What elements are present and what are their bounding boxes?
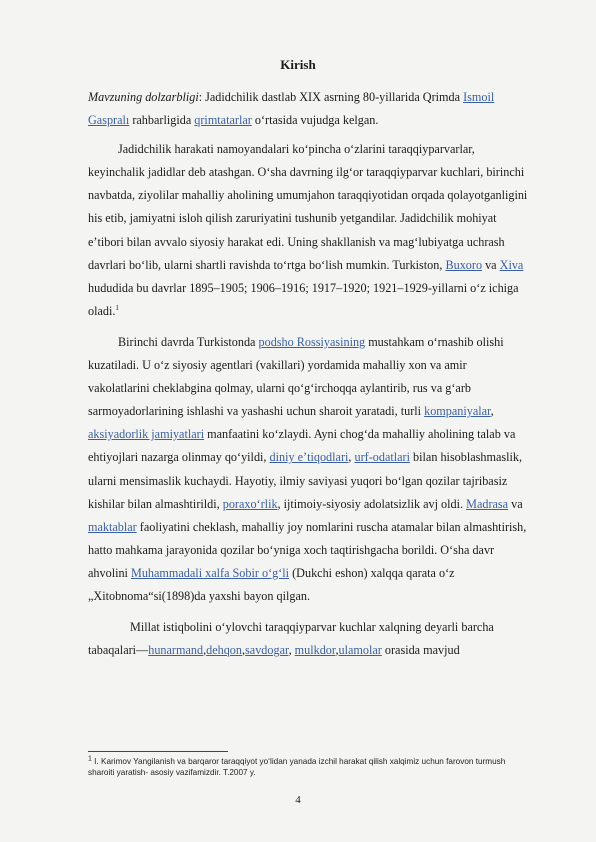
body-text bbox=[88, 86, 528, 662]
link-podsho-rossiyasining[interactable]: podsho Rossiyasining bbox=[258, 334, 366, 349]
link-savdogar[interactable]: savdogar bbox=[245, 643, 289, 658]
text-run: , bbox=[490, 404, 494, 419]
text-run: , ijtimoiy-siyosiy adolatsizlik avj oldi. bbox=[277, 496, 467, 511]
link-dehqon[interactable]: dehqon bbox=[206, 643, 242, 658]
topic-label: Mavzuning dolzarbligi bbox=[88, 90, 199, 104]
link-mulkdor[interactable]: mulkdor bbox=[294, 643, 336, 658]
paragraph-1 bbox=[88, 86, 528, 132]
link-buxoro[interactable]: Buxoro bbox=[445, 257, 483, 272]
link-hunarmand[interactable]: hunarmand bbox=[148, 643, 204, 658]
footnote bbox=[88, 756, 532, 778]
link-ismoil-gaspralı[interactable]: Ismoil Gaspralı bbox=[88, 90, 495, 128]
text-run: Jadidchilik harakati namoyandalari koʻpincha oʻzlarini taraqqiyparvarlar, keyinchalik jadidlar deb atashgan. Oʻsha davrning ilgʻor taraqqiyparvar kuchlari, birinchi navbatda, ziyolilar mahalliy aholining umumjahon taraqqiyotidan orqada qolayotganligini his etib, jamiyatni isloh qilish zaruriyatini tushunib yetgandilar. Jadidchilik mohiyat eʼtibori bilan avvalo siyosiy harakat edi. Uning shakllanish va magʻlubiyatga uchrash davrlari boʻlib, ularni shartli ravishda toʻrtga boʻlish mumkin. Turkiston, bbox=[88, 142, 528, 272]
text-run: , bbox=[335, 643, 339, 658]
footnote-text: I. Karimov Yangilanish va barqaror taraqqiyot yoʻlidan yanada izchil harakat qilish xalqimiz uchun farovon turmush sharoiti yaratish- asosiy vazifamizdir. T.2007 y. bbox=[88, 757, 506, 777]
text-run: faoliyatini cheklash, mahalliy joy nomlarini ruscha atamalar bilan almashtirish, hatto mahkama jarayonida qozilar boʻyniga xoch taqtirishgacha borildi. Oʻsha davr ahvolini bbox=[88, 519, 527, 580]
text-run: manfaatini koʻzlaydi. Ayni chogʻda mahalliy aholining talab va ehtiyojlari nazarga olinmay qoʻyildi, bbox=[88, 427, 516, 465]
link-maktablar[interactable]: maktablar bbox=[88, 519, 137, 534]
text-run: , bbox=[242, 643, 246, 658]
text-run: orasida mavjud bbox=[381, 643, 460, 658]
text-run: , bbox=[348, 450, 355, 465]
text-run: : Jadidchilik dastlab XIX asrning 80-yillarida Qrimda bbox=[198, 90, 464, 104]
text-run: va bbox=[482, 257, 500, 272]
text-run: rahbarligida bbox=[129, 113, 195, 128]
footnote-divider bbox=[88, 751, 228, 752]
link-qrimtatarlar[interactable]: qrimtatarlar bbox=[194, 113, 252, 128]
link-ulamolar[interactable]: ulamolar bbox=[338, 643, 382, 658]
text-run: bilan hisoblashmaslik, ularni mensimaslik kuchaydi. Hayotiy, ilmiy saviyasi yuqori boʻlgan qozilar tajribasiz kishilar bilan almashtirildi, bbox=[88, 450, 523, 511]
link-muhammadali-xalfa[interactable]: Muhammadali xalfa Sobir oʻgʻli bbox=[131, 565, 290, 580]
paragraph-3 bbox=[88, 331, 528, 608]
text-run: Millat istiqbolini oʻylovchi taraqqiyparvar kuchlar xalqning deyarli barcha tabaqalari— bbox=[88, 620, 494, 658]
link-kompaniyalar[interactable]: kompaniyalar bbox=[424, 404, 491, 419]
link-xiva[interactable]: Xiva bbox=[499, 257, 524, 272]
page-number: 4 bbox=[295, 794, 301, 806]
text-run: oʻrtasida vujudga kelgan. bbox=[251, 113, 379, 128]
footnote-number: 1 bbox=[88, 755, 92, 763]
text-run: va bbox=[508, 496, 523, 511]
page-title: Kirish bbox=[280, 57, 316, 72]
text-run: , bbox=[288, 643, 295, 658]
footnote-ref[interactable]: 1 bbox=[115, 303, 119, 312]
text-run: hududida bu davrlar 1895–1905; 1906–1916; 1917–1920; 1921–1929-yillarni oʻz ichiga oladi. bbox=[88, 280, 519, 318]
text-run: (Dukchi eshon) xalqqa qarata oʻz „Xitobnoma“si(1898)da yaxshi bayon qilgan. bbox=[88, 565, 455, 603]
text-run: , bbox=[203, 643, 207, 658]
link-urf-odatlari[interactable]: urf-odatlari bbox=[354, 450, 410, 465]
link-madrasa[interactable]: Madrasa bbox=[466, 496, 509, 511]
link-aksiyadorlik-jamiyatlari[interactable]: aksiyadorlik jamiyatlari bbox=[88, 427, 205, 442]
text-run: Birinchi davrda Turkistonda bbox=[118, 334, 259, 349]
paragraph-4 bbox=[88, 616, 528, 662]
text-run: mustahkam oʻrnashib olishi kuzatiladi. U oʻz siyosiy agentlari (vakillari) yordamida mahalliy xon va amir vakolatlarini cheklabgina qolmay, ularni qoʻgʻirchoqqa aylantirib, rus va gʻarb sarmoyadorlarining ishlashi va yashashi uchun sharoit yaratadi, turli bbox=[88, 334, 504, 419]
link-poraxorlik[interactable]: poraxoʻrlik bbox=[222, 496, 278, 511]
paragraph-2 bbox=[88, 138, 528, 323]
link-diniy-etiqodlari[interactable]: diniy eʼtiqodlari bbox=[269, 450, 349, 465]
